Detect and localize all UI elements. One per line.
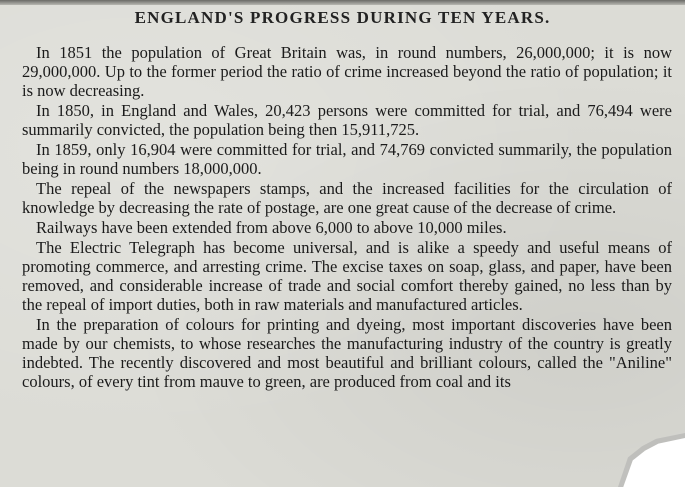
paragraph-colours: In the preparation of colours for printing and dyeing, most important discoveries have been made by our chemists, to whose researches the manufacturing industry of the country is greatly indebted. The recently discovered and most beautiful and brilliant colours, called the "Aniline" colours, of every tint from mauve to green, are produced from coal and its [22, 315, 672, 391]
paragraph-1850-crime: In 1850, in England and Wales, 20,423 persons were committed for trial, and 76,494 were summarily convicted, the population being then 15,911,725. [22, 101, 672, 139]
paragraph-newspaper-stamps: The repeal of the newspapers stamps, and the increased facilities for the circulation of knowledge by decreasing the rate of postage, are one great cause of the decrease of crime. [22, 179, 672, 217]
paragraph-population: In 1851 the population of Great Britain was, in round numbers, 26,000,000; it is now 29,000,000. Up to the former period the ratio of crime increased beyond the ratio of population; it is now decreasing. [22, 43, 672, 100]
headline: ENGLAND'S PROGRESS DURING TEN YEARS. [134, 8, 551, 27]
paragraph-telegraph: The Electric Telegraph has become universal, and is alike a speedy and useful means of promoting commerce, and arresting crime. The excise taxes on soap, glass, and paper, have been removed, and considerable increase of trade and social comfort thereby gained, no less than by the repeal of import duties, both in raw materials and manufactured articles. [22, 238, 672, 314]
paragraph-1859-crime: In 1859, only 16,904 were committed for trial, and 74,769 convicted summarily, the population being in round numbers 18,000,000. [22, 140, 672, 178]
article-body [22, 43, 672, 392]
paragraph-railways: Railways have been extended from above 6,000 to above 10,000 miles. [36, 218, 507, 237]
top-rule [0, 0, 685, 5]
